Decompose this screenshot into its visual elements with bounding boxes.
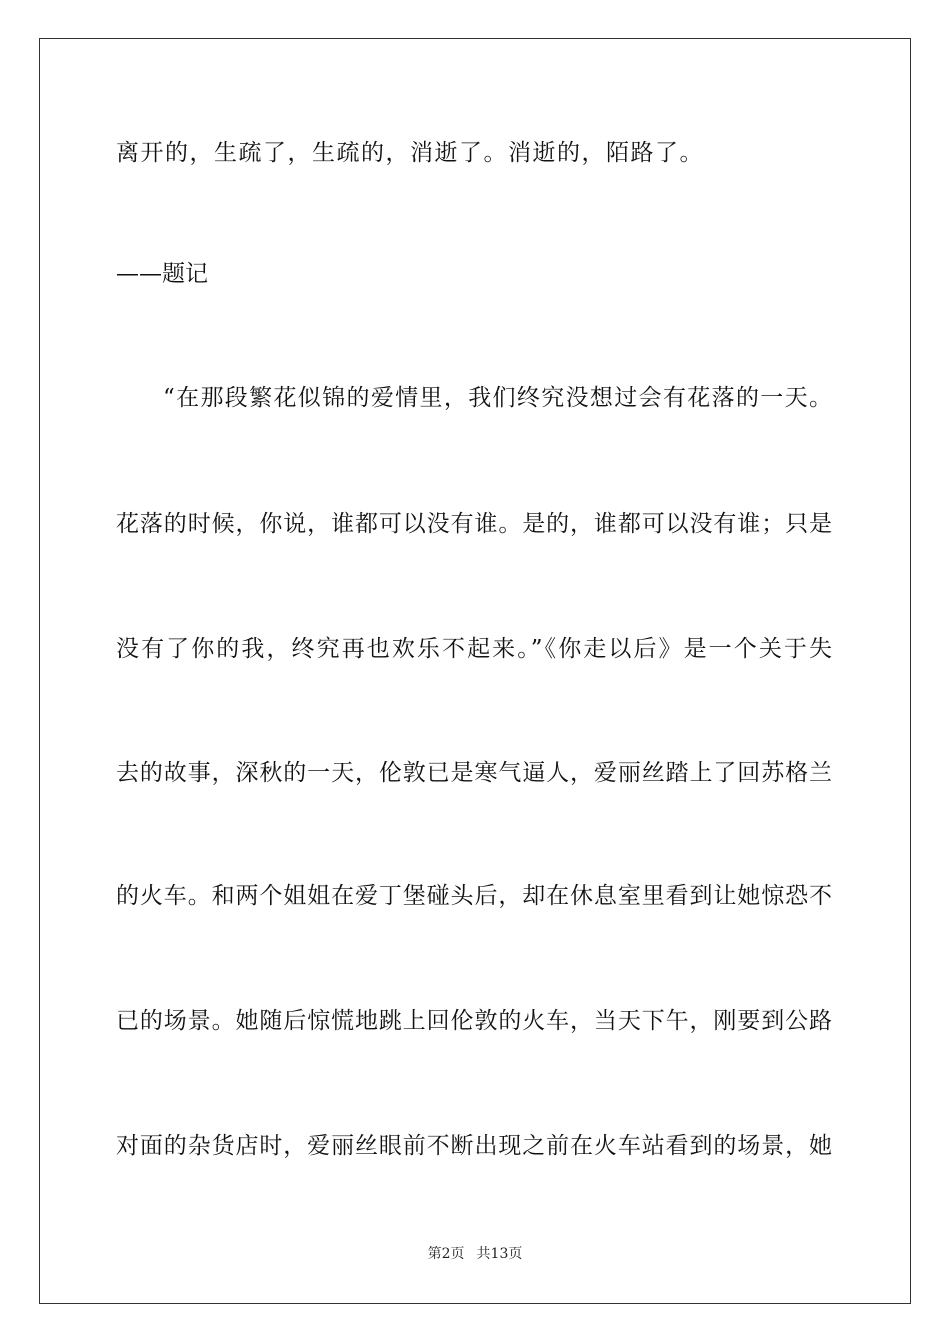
epigraph-attribution: ——题记 — [116, 261, 208, 287]
epigraph-line: 离开的，生疏了，生疏的，消逝了。消逝的，陌路了。 — [116, 140, 704, 166]
body-line-6: 已的场景。她随后惊慌地跳上回伦敦的火车，当天下午，刚要到公路 — [116, 1008, 832, 1034]
body-line-5: 的火车。和两个姐姐在爱丁堡碰头后，却在休息室里看到让她惊恐不 — [116, 883, 832, 909]
body-line-7: 对面的杂货店时，爱丽丝眼前不断出现之前在火车站看到的场景，她 — [116, 1133, 832, 1159]
body-line-3: 没有了你的我，终究再也欢乐不起来。”《你走以后》是一个关于失 — [116, 636, 832, 662]
page-total: 共13页 — [476, 1246, 523, 1262]
page-frame — [39, 38, 911, 1304]
body-line-4: 去的故事，深秋的一天，伦敦已是寒气逼人，爱丽丝踏上了回苏格兰 — [116, 760, 832, 786]
body-line-1: “在那段繁花似锦的爱情里，我们终究没想过会有花落的一天。 — [163, 385, 832, 411]
page-footer — [0, 1245, 950, 1263]
page-number: 第2页 — [427, 1246, 465, 1262]
body-line-2: 花落的时候，你说，谁都可以没有谁。是的，谁都可以没有谁；只是 — [116, 511, 832, 537]
